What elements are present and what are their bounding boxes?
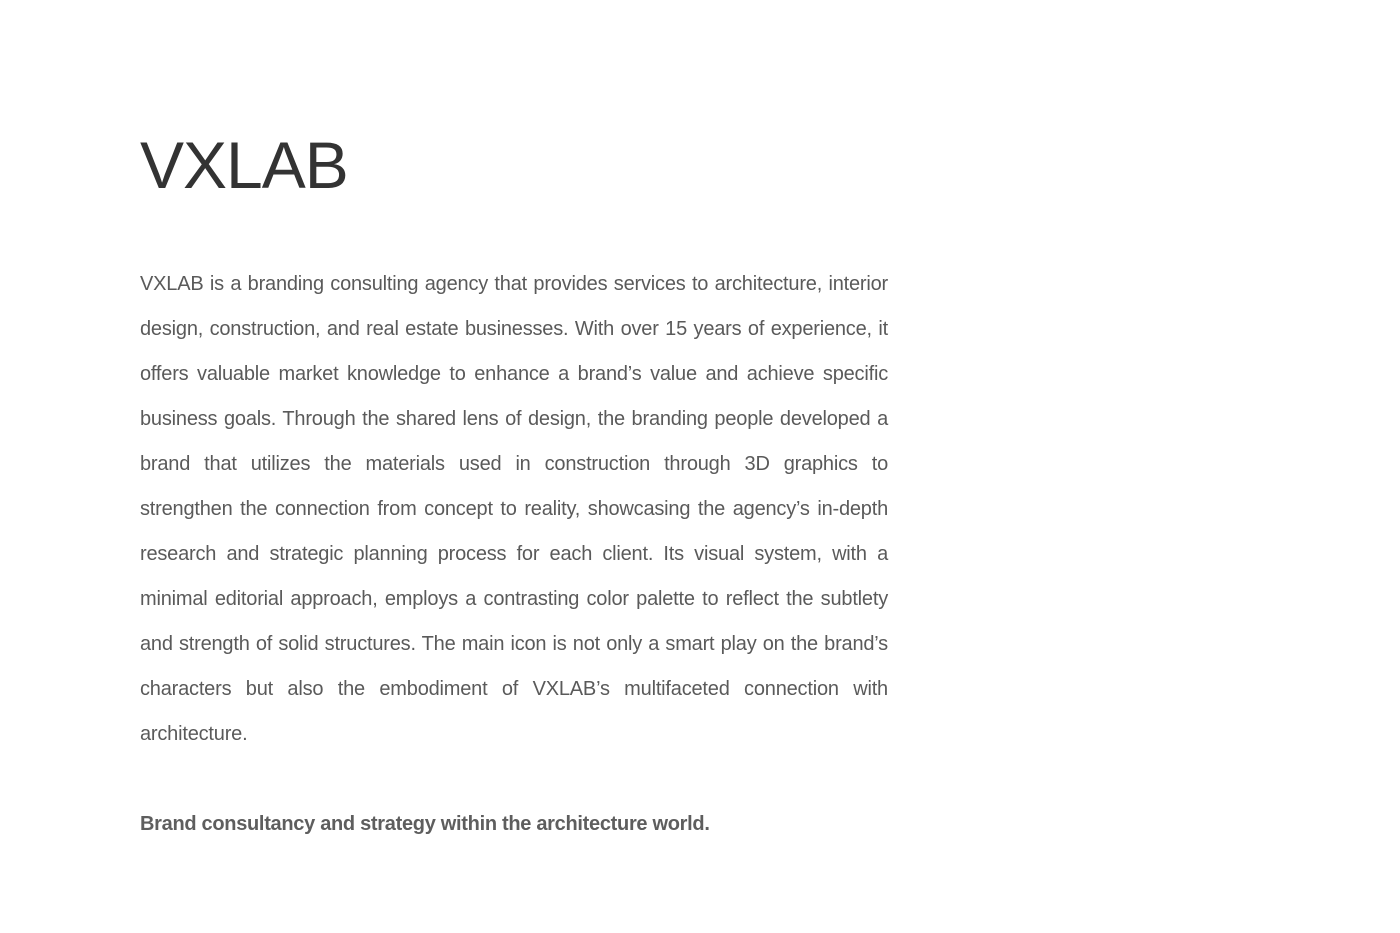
page-title: VXLAB: [140, 128, 348, 202]
description-paragraph: VXLAB is a branding consulting agency that provides services to architecture, interior design, construction, and real estate businesses. With over 15 years of experience, it offers valuable market knowledge to enhance a brand’s value and achieve specific business goals. Through the shared lens of design, the branding people developed a brand that utilizes the materials used in construction through 3D graphics to strengthen the connection from concept to reality, showcasing the agency’s in-depth research and strategic planning process for each client. Its visual system, with a minimal editorial approach, employs a contrasting color palette to reflect the subtlety and strength of solid structures. The main icon is not only a smart play on the brand’s characters but also the embodiment of VXLAB’s multifaceted connection with architecture.: [140, 273, 888, 745]
tagline: Brand consultancy and strategy within the architecture world.: [140, 813, 710, 835]
content-block: [140, 128, 888, 847]
